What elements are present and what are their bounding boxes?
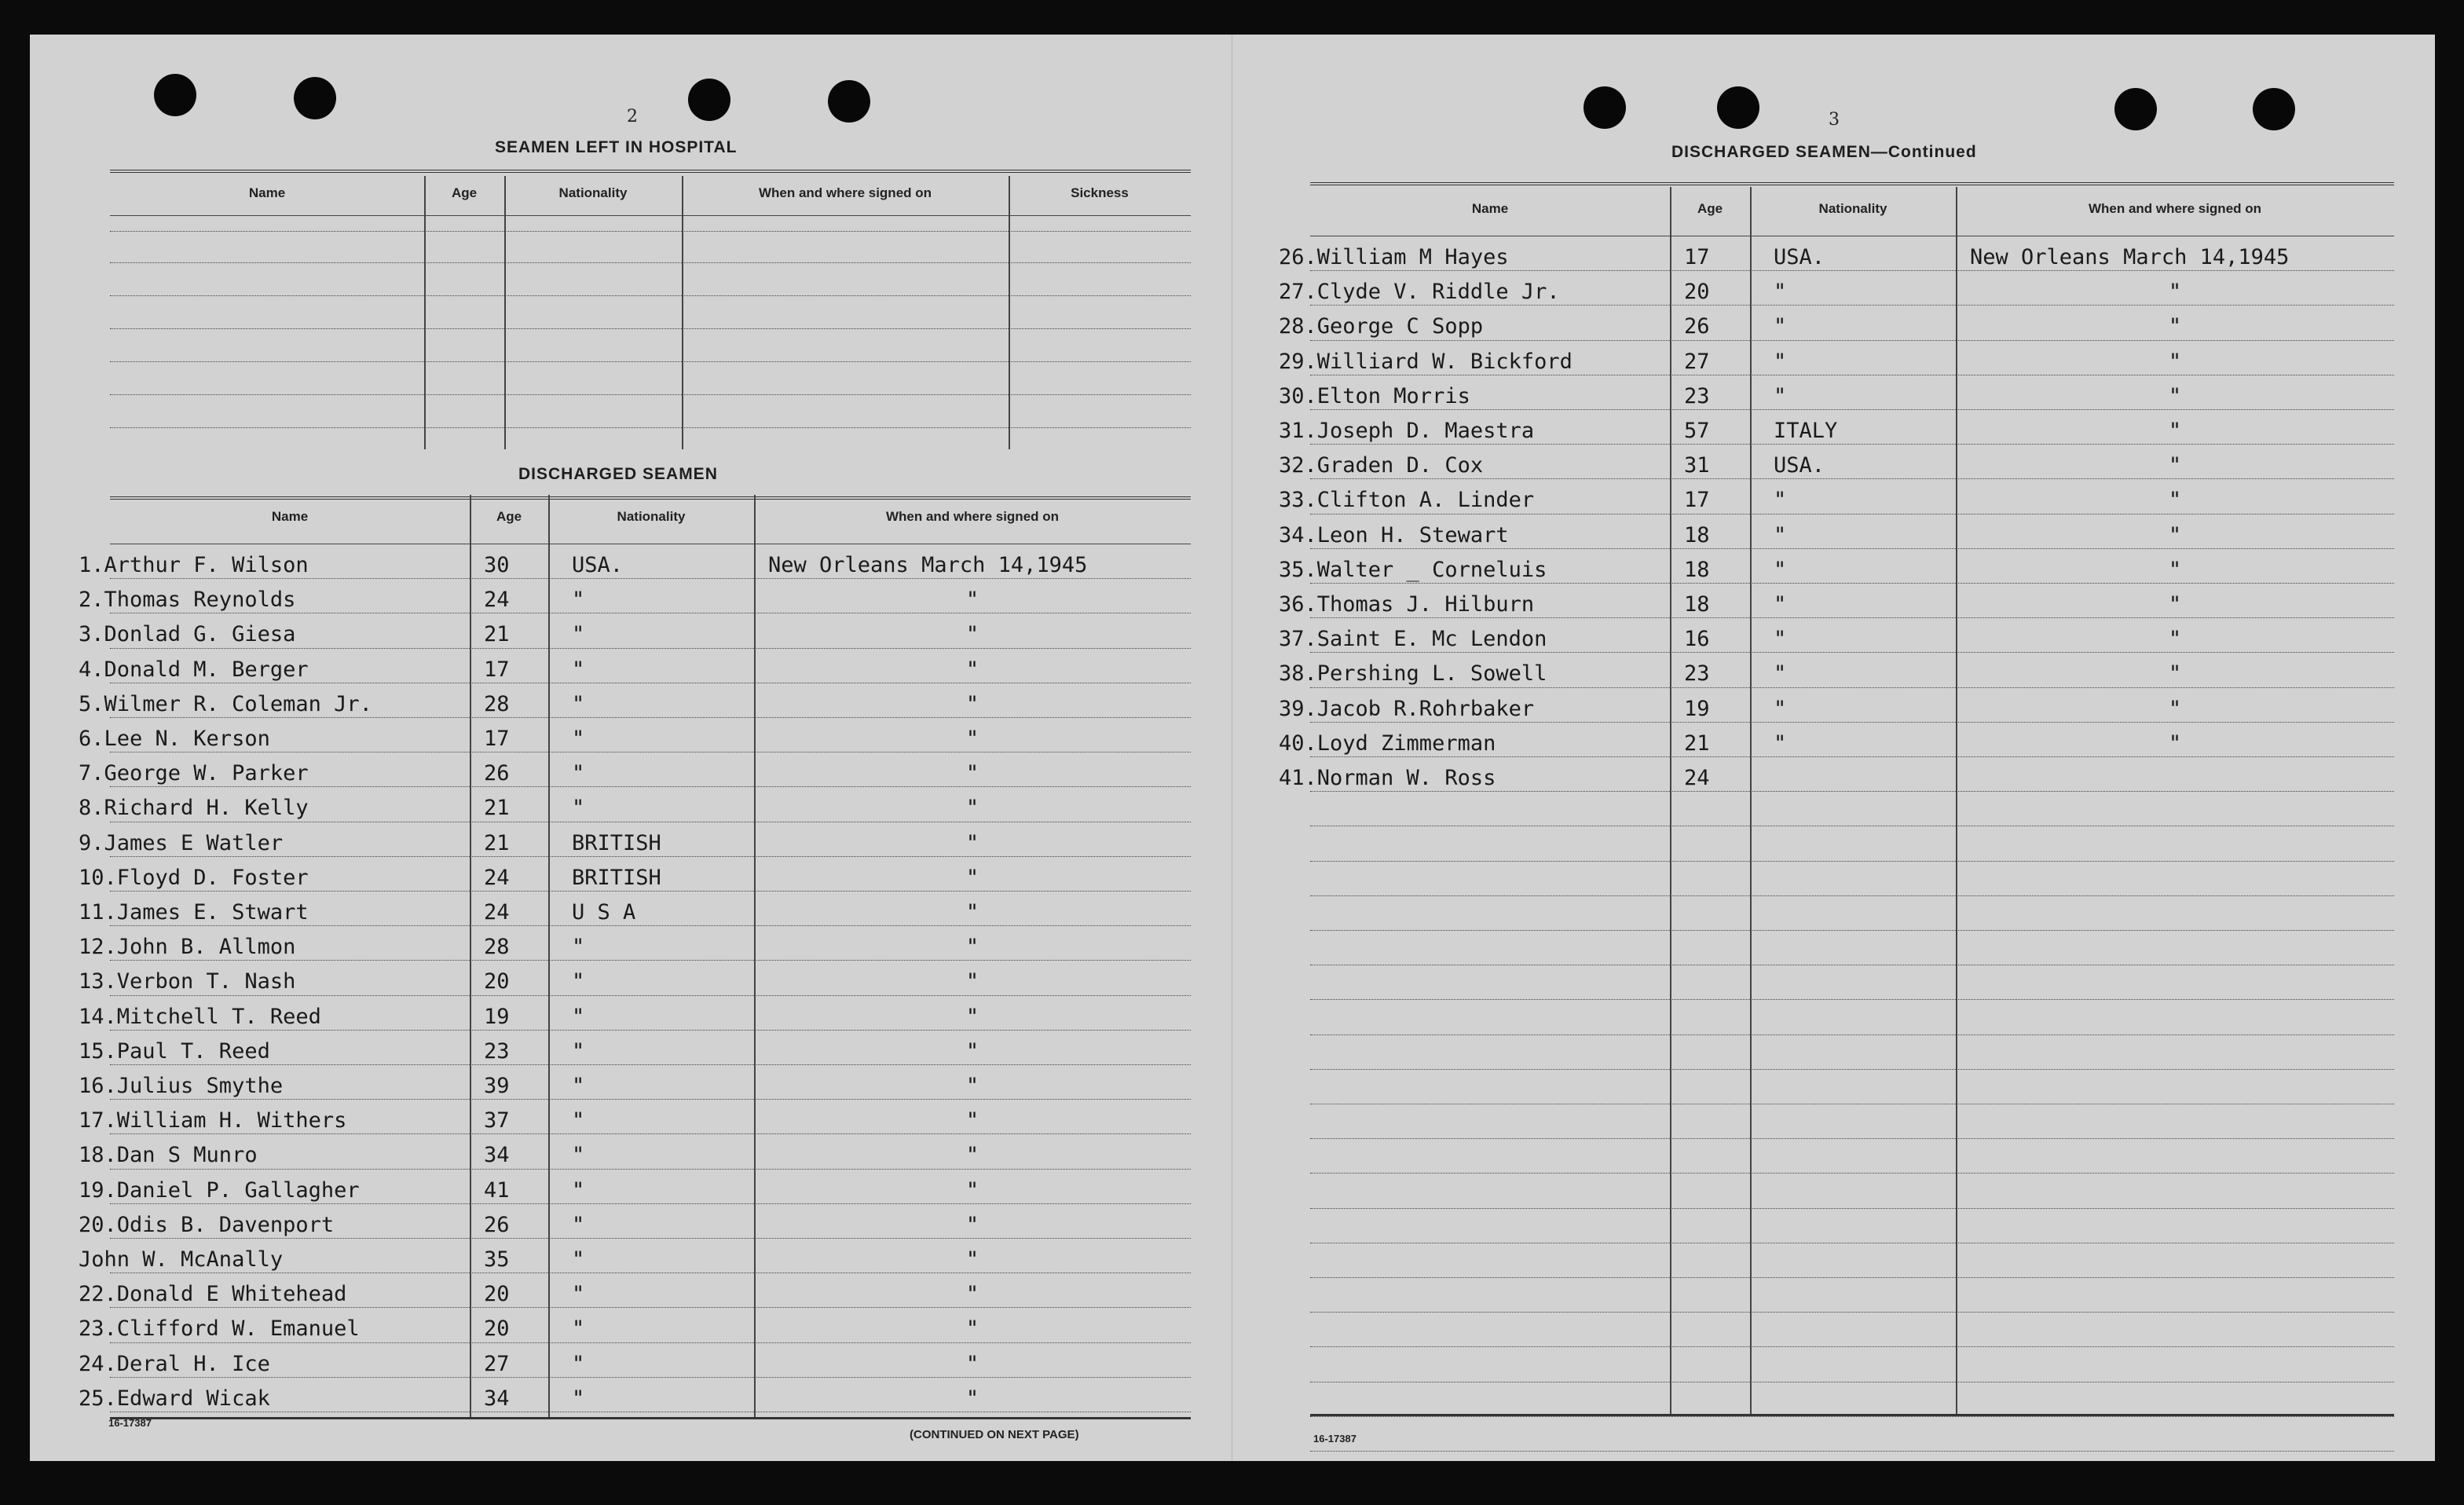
seaman-name: 37.Saint E. Mc Lendon [1279, 627, 1547, 652]
seaman-signed-on: " [2168, 383, 2182, 408]
seaman-name: 29.Williard W. Bickford [1279, 349, 1572, 374]
seaman-age: 20 [484, 1282, 510, 1307]
row-rule [1310, 1208, 2394, 1209]
seaman-name: 40.Loyd Zimmerman [1279, 731, 1496, 756]
seaman-signed-on: " [965, 1004, 979, 1029]
seaman-name: 31.Joseph D. Maestra [1279, 419, 1535, 443]
seaman-nationality: USA. [1774, 245, 1825, 269]
seaman-age: 28 [484, 691, 510, 716]
seaman-signed-on: New Orleans March 14,1945 [768, 553, 1088, 577]
seaman-signed-on: " [2168, 592, 2182, 617]
seaman-nationality: " [572, 622, 585, 647]
header-nationality: Nationality [617, 509, 686, 524]
seaman-name: 15.Paul T. Reed [79, 1038, 270, 1064]
seaman-age: 21 [1684, 731, 1710, 756]
seaman-nationality: " [572, 1212, 585, 1237]
row-rule [110, 1203, 1191, 1204]
seaman-age: 34 [484, 1143, 510, 1168]
row-rule [1310, 409, 2394, 410]
seaman-age: 27 [484, 1351, 510, 1376]
column-rule [424, 176, 426, 449]
seaman-nationality: " [572, 1074, 585, 1098]
seaman-nationality: " [572, 691, 585, 716]
seaman-age: 37 [484, 1108, 510, 1133]
seaman-age: 16 [1684, 627, 1710, 652]
column-rule [548, 495, 550, 1417]
seaman-age: 31 [1684, 453, 1710, 478]
row-rule [1310, 1034, 2394, 1035]
table-bottom [1310, 1414, 2394, 1416]
table-bottom [110, 1417, 1191, 1419]
row-rule [110, 1030, 1191, 1031]
seaman-nationality: " [572, 1108, 585, 1133]
right-rule [1310, 182, 2394, 185]
seaman-nationality: " [572, 1143, 585, 1168]
seaman-nationality: " [572, 1316, 585, 1342]
seaman-nationality: " [572, 1282, 585, 1307]
seaman-nationality: " [572, 588, 585, 613]
seaman-age: 23 [1684, 661, 1710, 687]
seaman-name: 20.Odis B. Davenport [79, 1212, 335, 1237]
row-rule [1310, 895, 2394, 896]
seaman-name: 13.Verbon T. Nash [79, 969, 296, 994]
seaman-signed-on: " [965, 761, 979, 786]
seaman-age: 21 [484, 830, 510, 855]
seaman-signed-on: " [965, 727, 979, 751]
seaman-name: 25.Edward Wicak [79, 1386, 270, 1411]
seaman-nationality: " [572, 1004, 585, 1029]
seaman-age: 39 [484, 1074, 510, 1098]
row-rule [1310, 722, 2394, 723]
seaman-signed-on: " [965, 1316, 979, 1342]
seaman-signed-on: " [965, 622, 979, 647]
seaman-nationality: BRITISH [572, 830, 661, 855]
row-rule [1310, 583, 2394, 584]
seaman-nationality: " [572, 1386, 585, 1411]
seaman-name: 8.Richard H. Kelly [79, 796, 309, 821]
column-rule [682, 176, 683, 449]
form-number-left: 16-17387 [108, 1417, 152, 1429]
seaman-nationality: " [1774, 627, 1787, 652]
row-rule [1310, 1173, 2394, 1174]
row-rule [110, 1064, 1191, 1065]
seaman-nationality: " [1774, 349, 1787, 374]
seaman-age: 17 [1684, 488, 1710, 513]
seaman-nationality: " [1774, 280, 1787, 305]
discharged-rule [110, 496, 1191, 500]
seaman-signed-on: " [2168, 557, 2182, 582]
seaman-name: 7.George W. Parker [79, 761, 309, 786]
row-rule [1310, 687, 2394, 688]
seaman-name: 5.Wilmer R. Coleman Jr. [79, 691, 372, 716]
seaman-name: 32.Graden D. Cox [1279, 453, 1484, 478]
continued-title: DISCHARGED SEAMEN—Continued [1671, 143, 1977, 161]
seaman-age: 23 [484, 1038, 510, 1064]
seaman-nationality: " [1774, 592, 1787, 617]
seaman-age: 17 [484, 657, 510, 682]
hospital-title: SEAMEN LEFT IN HOSPITAL [495, 138, 738, 156]
row-rule [110, 1238, 1191, 1239]
seaman-signed-on: " [2168, 731, 2182, 756]
row-rule [1310, 1451, 2394, 1452]
seaman-age: 17 [1684, 245, 1710, 269]
column-rule [1670, 187, 1671, 1414]
seaman-age: 24 [1684, 766, 1710, 790]
seaman-name: 23.Clifford W. Emanuel [79, 1316, 360, 1342]
seaman-age: 27 [1684, 349, 1710, 374]
seaman-signed-on: " [2168, 696, 2182, 721]
seaman-signed-on: " [965, 657, 979, 682]
row-rule [110, 960, 1191, 961]
seaman-signed-on: " [965, 865, 979, 890]
hospital-header-signed-on: When and where signed on [758, 185, 932, 200]
seaman-signed-on: " [965, 1282, 979, 1307]
row-rule [1310, 861, 2394, 862]
row-rule [110, 361, 1191, 362]
seaman-age: 35 [484, 1247, 510, 1272]
seaman-age: 21 [484, 796, 510, 821]
punch-hole [2253, 88, 2295, 130]
seaman-name: 22.Donald E Whitehead [79, 1282, 347, 1307]
seaman-signed-on: " [965, 691, 979, 716]
row-rule [1310, 1138, 2394, 1139]
seaman-nationality: ITALY [1774, 419, 1838, 443]
seaman-name: 2.Thomas Reynolds [79, 588, 296, 613]
row-rule [110, 394, 1191, 395]
seaman-signed-on: " [965, 588, 979, 613]
seaman-name: 10.Floyd D. Foster [79, 865, 309, 890]
seaman-name: 27.Clyde V. Riddle Jr. [1279, 280, 1560, 305]
seaman-name: 38.Pershing L. Sowell [1279, 661, 1547, 687]
row-rule [110, 328, 1191, 329]
logbook-sheet [30, 35, 2435, 1461]
column-rule [504, 176, 506, 449]
row-rule [110, 215, 1191, 216]
seaman-signed-on: " [2168, 453, 2182, 478]
seaman-age: 18 [1684, 592, 1710, 617]
seaman-nationality: " [572, 1351, 585, 1376]
header-age: Age [1697, 201, 1723, 216]
seaman-nationality: USA. [572, 553, 624, 577]
punch-hole [294, 77, 336, 119]
seaman-signed-on: " [965, 796, 979, 821]
seaman-signed-on: " [965, 1074, 979, 1098]
seaman-age: 18 [1684, 557, 1710, 582]
hospital-header-sickness: Sickness [1071, 185, 1129, 200]
seaman-name: 17.William H. Withers [79, 1108, 347, 1133]
hospital-header-name: Name [248, 185, 286, 200]
row-rule [1310, 305, 2394, 306]
row-rule [110, 891, 1191, 892]
seaman-name: 36.Thomas J. Hilburn [1279, 592, 1535, 617]
row-rule [1310, 791, 2394, 792]
row-rule [110, 1377, 1191, 1378]
row-rule [110, 427, 1191, 428]
seaman-name: 26.William M Hayes [1279, 245, 1509, 269]
row-rule [110, 1099, 1191, 1100]
row-rule [1310, 444, 2394, 445]
header-name: Name [1471, 201, 1509, 216]
header-signed-on: When and where signed on [885, 509, 1060, 524]
seaman-age: 23 [1684, 383, 1710, 408]
punch-hole [2114, 88, 2157, 130]
seaman-nationality: U S A [572, 900, 636, 925]
row-rule [1310, 340, 2394, 341]
seaman-name: 4.Donald M. Berger [79, 657, 309, 682]
row-rule [110, 231, 1191, 232]
punch-hole [1717, 86, 1759, 129]
header-name: Name [271, 509, 309, 524]
seaman-signed-on: " [2168, 314, 2182, 339]
row-rule [1310, 1312, 2394, 1313]
seaman-signed-on: " [2168, 419, 2182, 443]
seaman-age: 26 [484, 1212, 510, 1237]
seaman-age: 24 [484, 865, 510, 890]
seaman-name: 30.Elton Morris [1279, 383, 1470, 408]
row-rule [1310, 1346, 2394, 1347]
seaman-name: 16.Julius Smythe [79, 1074, 284, 1098]
row-rule [1310, 652, 2394, 653]
seaman-nationality: " [572, 761, 585, 786]
seaman-signed-on: " [965, 830, 979, 855]
hospital-header-age: Age [451, 185, 478, 200]
header-signed-on: When and where signed on [2088, 201, 2262, 216]
row-rule [1310, 548, 2394, 549]
hospital-header-nationality: Nationality [558, 185, 628, 200]
row-rule [1310, 930, 2394, 931]
discharged-title: DISCHARGED SEAMEN [518, 465, 718, 483]
seaman-name: 39.Jacob R.Rohrbaker [1279, 696, 1535, 721]
row-rule [110, 1342, 1191, 1343]
column-rule [1750, 187, 1752, 1414]
seaman-nationality: " [1774, 661, 1787, 687]
seaman-name: 1.Arthur F. Wilson [79, 553, 309, 577]
header-nationality: Nationality [1818, 201, 1887, 216]
seaman-signed-on: " [2168, 627, 2182, 652]
seaman-age: 20 [484, 969, 510, 994]
seaman-age: 24 [484, 588, 510, 613]
seaman-nationality: " [572, 657, 585, 682]
row-rule [1310, 999, 2394, 1000]
seaman-nationality: " [572, 1177, 585, 1203]
seaman-nationality: " [1774, 522, 1787, 547]
punch-hole [1583, 86, 1626, 129]
seaman-age: 17 [484, 727, 510, 751]
row-rule [110, 717, 1191, 718]
row-rule [110, 995, 1191, 996]
seaman-name: 33.Clifton A. Linder [1279, 488, 1535, 513]
seaman-nationality: " [1774, 314, 1787, 339]
column-rule [470, 495, 471, 1417]
punch-hole [688, 79, 730, 121]
seaman-age: 24 [484, 900, 510, 925]
seaman-signed-on: " [965, 1177, 979, 1203]
seaman-signed-on: New Orleans March 14,1945 [1970, 245, 2290, 269]
seaman-nationality: " [1774, 488, 1787, 513]
row-rule [110, 1133, 1191, 1134]
hospital-rule [110, 170, 1191, 173]
row-rule [1310, 1277, 2394, 1278]
seaman-name: 12.John B. Allmon [79, 935, 296, 960]
row-rule [1310, 756, 2394, 757]
row-rule [110, 578, 1191, 579]
row-rule [110, 648, 1191, 649]
seaman-age: 34 [484, 1386, 510, 1411]
row-rule [110, 786, 1191, 787]
punch-hole [154, 74, 196, 116]
row-rule [1310, 478, 2394, 479]
seaman-name: 19.Daniel P. Gallagher [79, 1177, 360, 1203]
seaman-name: 11.James E. Stwart [79, 900, 309, 925]
seaman-nationality: " [1774, 696, 1787, 721]
seaman-age: 28 [484, 935, 510, 960]
page-number-left: 2 [627, 107, 638, 126]
row-rule [1310, 617, 2394, 618]
seaman-signed-on: " [965, 1247, 979, 1272]
seaman-signed-on: " [2168, 280, 2182, 305]
seaman-nationality: " [1774, 557, 1787, 582]
seaman-signed-on: " [965, 935, 979, 960]
seaman-nationality: " [1774, 731, 1787, 756]
seaman-age: 41 [484, 1177, 510, 1203]
row-rule [110, 1272, 1191, 1273]
seaman-name: 6.Lee N. Kerson [79, 727, 270, 751]
seaman-age: 26 [484, 761, 510, 786]
seaman-signed-on: " [965, 1351, 979, 1376]
seaman-name: 35.Walter _ Corneluis [1279, 557, 1547, 582]
seaman-signed-on: " [2168, 488, 2182, 513]
seaman-age: 26 [1684, 314, 1710, 339]
row-rule [1310, 1069, 2394, 1070]
seaman-name: 9.James E Watler [79, 830, 284, 855]
seaman-name: 14.Mitchell T. Reed [79, 1004, 321, 1029]
seaman-signed-on: " [965, 1143, 979, 1168]
seaman-name: John W. McAnally [79, 1247, 284, 1272]
form-number-right: 16-17387 [1313, 1433, 1356, 1445]
row-rule [110, 295, 1191, 296]
seaman-nationality: " [572, 935, 585, 960]
row-rule [110, 1169, 1191, 1170]
seaman-nationality: " [572, 969, 585, 994]
seaman-name: 28.George C Sopp [1279, 314, 1484, 339]
seaman-name: 41.Norman W. Ross [1279, 766, 1496, 790]
seaman-age: 20 [484, 1316, 510, 1342]
seaman-nationality: " [572, 1038, 585, 1064]
seaman-age: 19 [484, 1004, 510, 1029]
seaman-signed-on: " [2168, 522, 2182, 547]
seaman-nationality: " [572, 727, 585, 751]
punch-hole [828, 80, 870, 123]
seaman-name: 34.Leon H. Stewart [1279, 522, 1509, 547]
column-rule [1009, 176, 1010, 449]
seaman-age: 30 [484, 553, 510, 577]
seaman-signed-on: " [2168, 349, 2182, 374]
row-rule [110, 1307, 1191, 1308]
seaman-nationality: USA. [1774, 453, 1825, 478]
seaman-nationality: " [1774, 383, 1787, 408]
seaman-age: 19 [1684, 696, 1710, 721]
seaman-nationality: " [572, 796, 585, 821]
seaman-signed-on: " [965, 900, 979, 925]
seaman-name: 24.Deral H. Ice [79, 1351, 270, 1376]
seaman-signed-on: " [965, 1212, 979, 1237]
seaman-age: 18 [1684, 522, 1710, 547]
seaman-age: 21 [484, 622, 510, 647]
seaman-nationality: BRITISH [572, 865, 661, 890]
row-rule [1310, 270, 2394, 271]
seaman-nationality: " [572, 1247, 585, 1272]
seaman-signed-on: " [2168, 661, 2182, 687]
row-rule [110, 856, 1191, 857]
seaman-signed-on: " [965, 1386, 979, 1411]
seaman-signed-on: " [965, 969, 979, 994]
seaman-signed-on: " [965, 1038, 979, 1064]
row-rule [110, 925, 1191, 926]
seaman-age: 20 [1684, 280, 1710, 305]
seaman-name: 18.Dan S Munro [79, 1143, 258, 1168]
page-number-right: 3 [1829, 110, 1840, 130]
row-rule [110, 262, 1191, 263]
header-age: Age [496, 509, 522, 524]
seaman-age: 57 [1684, 419, 1710, 443]
seaman-signed-on: " [965, 1108, 979, 1133]
seaman-name: 3.Donlad G. Giesa [79, 622, 296, 647]
continued-note: (CONTINUED ON NEXT PAGE) [910, 1428, 1079, 1441]
